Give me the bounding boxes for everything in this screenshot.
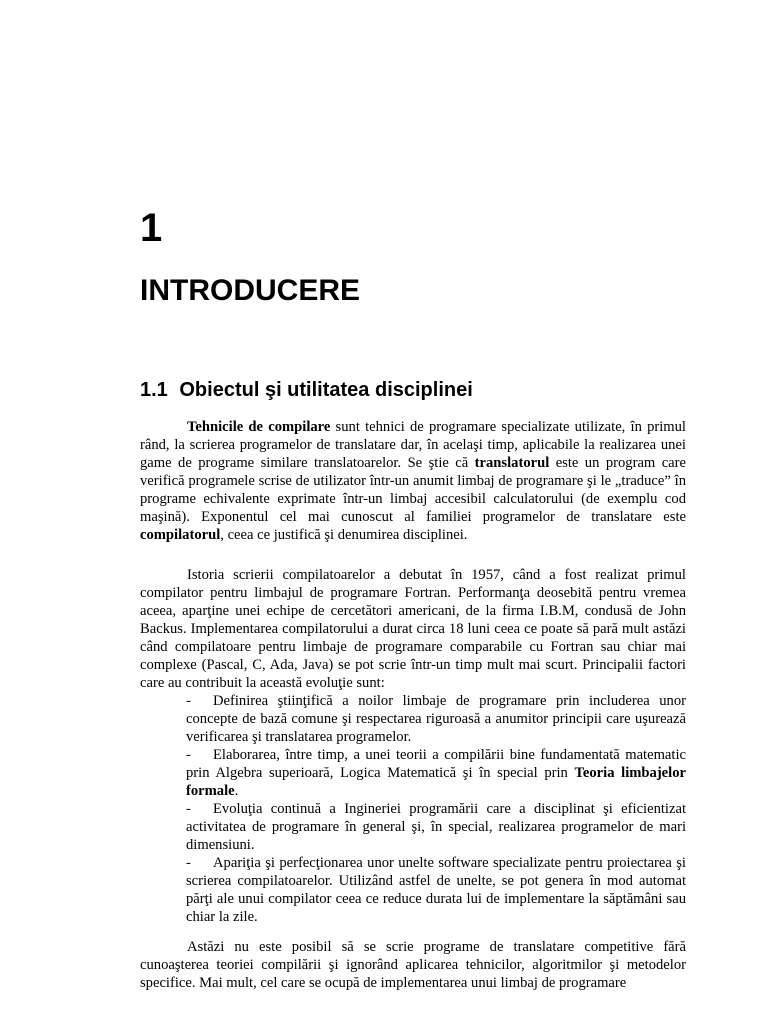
list-item-text: Apariţia şi perfecţionarea unor unelte software specializate pentru proiectarea şi scrierea compilatoarelor. Utilizând astfel de unelte, se pot genera în mod automat părţi ale unui compilator ceea ce reduce durata lui de implementare la săptămâni sau chiar la zile. — [186, 855, 686, 925]
paragraph-today: Astăzi nu este posibil să se scrie programe de translatare competitive fără cunoaşterea teoriei compilării şi ignorând aplicarea tehnicilor, algoritmilor şi metodelor specifice. Mai mult, cel care se ocupă de implementarea unui limbaj de programare — [140, 939, 686, 991]
term-translator: translatorul — [474, 455, 550, 471]
chapter-title: INTRODUCERE — [140, 274, 361, 307]
term-compilation-techniques: Tehnicile de compilare — [187, 419, 331, 435]
term-formal-languages: Teoria limbajelor formale — [186, 765, 686, 799]
paragraph-intro — [140, 418, 686, 544]
list-item — [186, 854, 686, 926]
list-item-text: Elaborarea, între timp, a unei teorii a compilării bine fundamentată matematic prin Algebra superioară, Logica Matematică şi în special prin — [186, 747, 686, 781]
list-marker: - — [186, 855, 191, 871]
list-item — [186, 692, 686, 746]
list-item-text: Definirea ştiinţifică a noilor limbaje de programare prin includerea unor concepte de bază comune şi respectarea riguroasă a anumitor principii care uşurează verificarea şi translatarea programelor. — [186, 693, 686, 745]
paragraph-intro-text-2: este un program care verifică programele scrise de utilizator într-un anumit limbaj de programare şi le „traduce” în programe echivalente exprimate într-un limbaj accesibil calculatorului (de exemplu cod maşină). Exponentul cel mai cunoscut al familiei programelor de translatare este — [140, 455, 686, 525]
paragraph-intro-text-1: sunt tehnici de programare specializate utilizate, în primul rând, la scrierea programelor de translatare dar, în acelaşi timp, aplicabile la realizarea unei game de programe similare translatoarelor. Se ştie că — [140, 419, 686, 471]
chapter-number: 1 — [140, 206, 163, 250]
term-compiler: compilatorul — [140, 527, 221, 543]
list-marker: - — [186, 747, 191, 763]
section-title: Obiectul şi utilitatea disciplinei — [179, 379, 473, 401]
list-marker: - — [186, 693, 191, 709]
paragraph-history — [140, 566, 686, 926]
list-item-end: . — [234, 783, 239, 799]
paragraph-history-text: Istoria scrierii compilatoarelor a debutat în 1957, când a fost realizat primul compilator pentru limbajul de programare Fortran. Performanţa deosebită pentru vremea aceea, aparţine unei echipe de cercetători americani, de la firma I.B.M, condusă de John Backus. Implementarea compilatorului a durat circa 18 luni ceea ce poate să pară mult astăzi când compilatoare pentru limbaje de programare comparabile cu Fortran sau chiar mai complexe (Pascal, C, Ada, Java) se pot scrie într-un timp mult mai scurt. Principalii factori care au contribuit la această evoluţie sunt: — [140, 567, 686, 691]
list-item-text: Evoluţia continuă a Ingineriei programării care a disciplinat şi eficientizat activitatea de programare în general şi, în special, realizarea programelor de mari dimensiuni. — [186, 801, 686, 853]
section-heading — [140, 376, 473, 404]
list-item — [186, 800, 686, 854]
list-item — [186, 746, 686, 800]
paragraph-intro-text-3: , ceea ce justifică şi denumirea disciplinei. — [220, 527, 468, 543]
factors-list — [140, 692, 686, 926]
section-number: 1.1 — [140, 379, 168, 401]
list-marker: - — [186, 801, 191, 817]
